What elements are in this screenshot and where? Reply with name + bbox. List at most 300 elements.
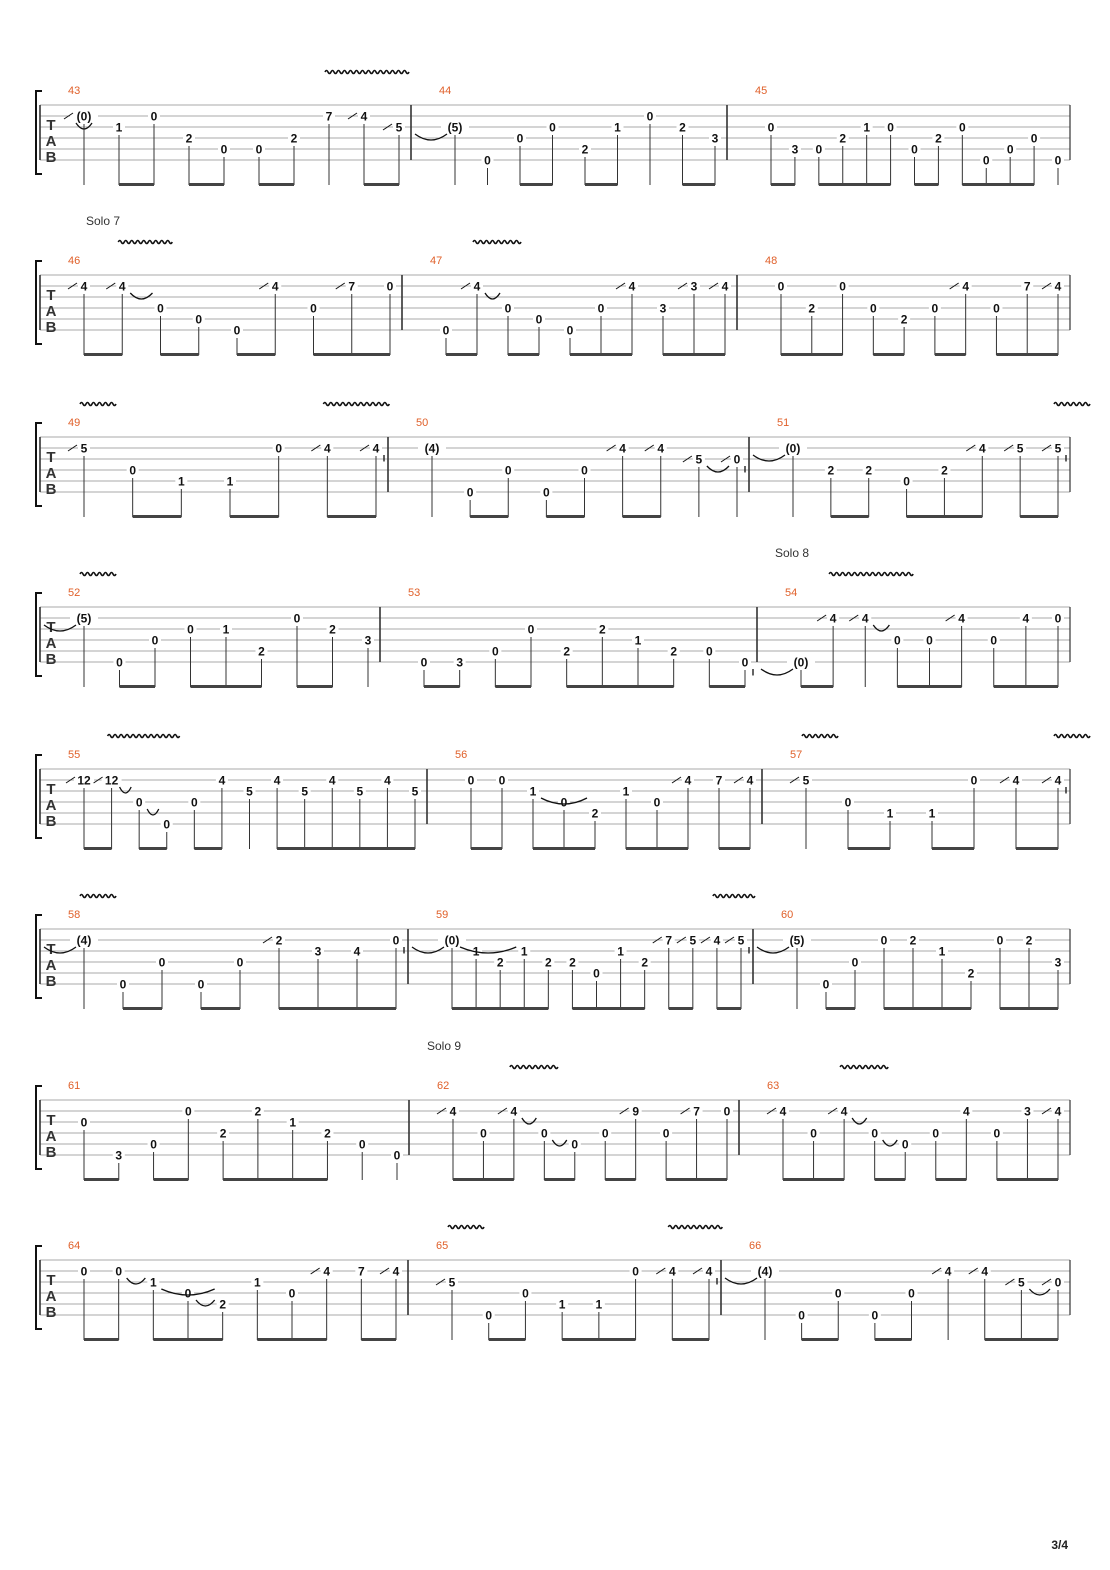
fret-number: (5) — [76, 611, 92, 626]
tie-arc — [753, 455, 785, 461]
beam — [361, 1338, 396, 1341]
fret-number: 4 — [628, 279, 636, 294]
fret-number: 4 — [1022, 611, 1030, 626]
beam — [605, 1178, 635, 1181]
fret-number: 3 — [711, 131, 719, 146]
fret-number: 0 — [894, 633, 901, 648]
fret-number: 2 — [808, 301, 816, 316]
beam — [802, 1338, 839, 1341]
fret-number: 4 — [944, 1264, 952, 1279]
beam — [672, 1338, 709, 1341]
fret-number: 4 — [384, 773, 391, 788]
fret-number: 0 — [990, 633, 998, 648]
fret-number: (4) — [757, 1264, 773, 1279]
fret-number: 7 — [665, 933, 673, 948]
vibrato-mark — [473, 241, 521, 244]
beam — [495, 685, 531, 688]
beam — [985, 1338, 1058, 1341]
fret-number: 9 — [632, 1104, 640, 1119]
tie-arc — [415, 134, 447, 140]
measure-number: 48 — [765, 255, 778, 267]
vibrato-mark — [448, 1226, 484, 1229]
fret-number: 7 — [693, 1104, 700, 1119]
fret-number: 1 — [634, 633, 642, 648]
fret-number: (0) — [76, 109, 92, 124]
fret-number: 4 — [829, 611, 837, 626]
beam — [666, 1178, 727, 1181]
tie-arc — [1029, 1289, 1050, 1295]
fret-number: 0 — [993, 1126, 1001, 1141]
fret-number: 0 — [393, 1148, 401, 1163]
fret-number: 2 — [185, 131, 193, 146]
beam — [508, 353, 539, 356]
beam — [297, 685, 333, 688]
fret-number: 0 — [593, 966, 600, 981]
fret-number: 5 — [301, 784, 309, 799]
tab-clef-b: B — [45, 1144, 57, 1161]
fret-number: 4 — [323, 1264, 331, 1279]
fret-number: 0 — [119, 977, 127, 992]
fret-number: 1 — [149, 1275, 157, 1290]
system-bracket — [36, 1086, 42, 1169]
measure-number: 45 — [755, 85, 768, 97]
fret-number: 0 — [150, 109, 158, 124]
fret-number: 2 — [563, 644, 571, 659]
fret-number: 4 — [353, 944, 361, 959]
page-number: 3/4 — [1051, 1538, 1068, 1552]
vibrato-mark — [510, 1066, 558, 1069]
fret-number: 0 — [184, 1286, 192, 1301]
beam — [570, 353, 632, 356]
fret-number: 4 — [962, 1104, 970, 1119]
fret-number: 4 — [392, 1264, 400, 1279]
fret-number: 0 — [135, 795, 143, 810]
vibrato-mark — [80, 573, 116, 576]
beam — [452, 1007, 548, 1010]
fret-number: 2 — [900, 312, 908, 327]
measure-number: 58 — [68, 909, 81, 921]
fret-number: 0 — [310, 301, 317, 316]
fret-number: 0 — [908, 1286, 915, 1301]
tab-clef-b: B — [45, 481, 57, 498]
measure-number: 52 — [68, 587, 81, 599]
system-bracket — [36, 755, 42, 838]
fret-number: 2 — [219, 1126, 227, 1141]
beam — [873, 353, 904, 356]
fret-number: 4 — [705, 1264, 713, 1279]
fret-number: 5 — [246, 784, 253, 799]
fret-number: 4 — [449, 1104, 457, 1119]
fret-number: 0 — [540, 1126, 548, 1141]
fret-number: 2 — [219, 1297, 227, 1312]
tie-arc — [852, 1118, 867, 1124]
fret-number: 0 — [632, 1264, 639, 1279]
fret-number: 0 — [504, 301, 512, 316]
fret-number: 4 — [958, 611, 965, 626]
beam — [562, 1338, 635, 1341]
tab-clef-t: T — [46, 449, 56, 466]
fret-number: 1 — [520, 944, 528, 959]
fret-number: 0 — [662, 1126, 670, 1141]
tie-arc — [147, 809, 159, 815]
fret-number: 0 — [798, 1308, 805, 1323]
fret-number: 0 — [887, 120, 894, 135]
beam — [84, 847, 112, 850]
fret-number: 2 — [839, 131, 847, 146]
fret-number: 2 — [591, 806, 599, 821]
fret-number: 3 — [1024, 1104, 1031, 1119]
beam — [567, 685, 674, 688]
fret-number: 0 — [982, 153, 990, 168]
fret-number: 0 — [195, 312, 203, 327]
beam — [230, 515, 279, 518]
fret-number: 0 — [932, 1126, 940, 1141]
fret-number: 4 — [962, 279, 970, 294]
fret-number: 3 — [456, 655, 464, 670]
beam — [139, 847, 167, 850]
fret-number: 0 — [466, 485, 474, 500]
fret-number: 1 — [622, 784, 630, 799]
fret-number: 0 — [157, 301, 164, 316]
beam — [996, 353, 1058, 356]
fret-number: 2 — [941, 463, 948, 478]
fret-number: 0 — [903, 474, 910, 489]
fret-number: 5 — [1016, 441, 1024, 456]
fret-number: 1 — [289, 1115, 297, 1130]
beam — [223, 1178, 327, 1181]
fret-number: 2 — [935, 131, 942, 146]
beam — [259, 183, 294, 186]
fret-number: 1 — [614, 120, 621, 135]
fret-number: 0 — [646, 109, 654, 124]
fret-number: 3 — [314, 944, 322, 959]
fret-number: 0 — [601, 1126, 609, 1141]
fret-number: 4 — [779, 1104, 787, 1119]
fret-number: 0 — [931, 301, 939, 316]
beam — [279, 1007, 396, 1010]
tie-arc — [707, 466, 729, 472]
beam — [819, 183, 891, 186]
vibrato-mark — [1054, 735, 1090, 738]
beam — [717, 1007, 741, 1010]
section-label: Solo 8 — [775, 546, 810, 560]
fret-number: 4 — [271, 279, 279, 294]
beam — [161, 353, 199, 356]
beam — [424, 685, 460, 688]
system-bracket — [36, 915, 42, 998]
measure-number: 63 — [767, 1080, 780, 1092]
fret-number: 5 — [1018, 1275, 1025, 1290]
measure-number: 50 — [416, 417, 429, 429]
beam — [875, 1178, 906, 1181]
tab-clef-b: B — [45, 973, 57, 990]
beam — [626, 847, 688, 850]
tab-clef-t: T — [46, 781, 56, 798]
beam — [201, 1007, 240, 1010]
fret-number: 0 — [597, 301, 605, 316]
vibrato-mark — [840, 1066, 888, 1069]
beam — [875, 1338, 912, 1341]
vibrato-mark — [325, 71, 409, 74]
tab-clef-b: B — [45, 149, 57, 166]
fret-number: 0 — [190, 795, 198, 810]
measure-number: 60 — [781, 909, 794, 921]
beam — [133, 515, 182, 518]
fret-number: 3 — [791, 142, 799, 157]
fret-number: 4 — [273, 773, 281, 788]
fret-number: 4 — [1054, 279, 1062, 294]
beam — [783, 1178, 844, 1181]
tie-arc — [522, 1118, 536, 1124]
tab-clef-b: B — [45, 651, 57, 668]
fret-number: 5 — [689, 933, 697, 948]
fret-number: 4 — [510, 1104, 518, 1119]
fret-number: 0 — [420, 655, 428, 670]
measure-number: 46 — [68, 255, 81, 267]
fret-number: 4 — [372, 441, 380, 456]
fret-number: 2 — [290, 131, 298, 146]
fret-number: 0 — [233, 323, 241, 338]
tab-clef-t: T — [46, 1112, 56, 1129]
fret-number: 0 — [288, 1286, 296, 1301]
fret-number: 0 — [851, 955, 859, 970]
fret-number: (5) — [447, 120, 463, 135]
fret-number: 0 — [733, 452, 741, 467]
fret-number: 2 — [827, 463, 835, 478]
beam — [119, 183, 154, 186]
tab-clef-t: T — [46, 117, 56, 134]
measure-number: 55 — [68, 749, 81, 761]
measure-number: 56 — [455, 749, 468, 761]
fret-number: 0 — [150, 1137, 157, 1152]
fret-number: 0 — [560, 795, 568, 810]
system-bracket — [36, 91, 42, 174]
fret-number: 4 — [840, 1104, 848, 1119]
fret-number: 0 — [158, 955, 166, 970]
fret-number: 0 — [516, 131, 524, 146]
fret-number: 2 — [329, 622, 336, 637]
fret-number: 4 — [323, 441, 331, 456]
fret-number: 4 — [657, 441, 665, 456]
fret-number: 0 — [504, 463, 512, 478]
fret-number: 5 — [356, 784, 364, 799]
fret-number: 7 — [325, 109, 333, 124]
tie-arc — [460, 947, 516, 953]
tab-clef-t: T — [46, 287, 56, 304]
fret-number: (0) — [785, 441, 801, 456]
fret-number: 0 — [926, 633, 933, 648]
measure-number: 64 — [68, 1240, 81, 1252]
tab-clef-a: A — [45, 957, 57, 974]
fret-number: 5 — [395, 120, 403, 135]
fret-number: 7 — [357, 1264, 365, 1279]
fret-number: 0 — [834, 1286, 842, 1301]
fret-number: (0) — [444, 933, 460, 948]
fret-number: 5 — [737, 933, 745, 948]
fret-number: 0 — [970, 773, 978, 788]
system-bracket — [36, 1246, 42, 1329]
beam — [663, 353, 725, 356]
beam — [123, 1007, 162, 1010]
fret-number: 5 — [448, 1275, 456, 1290]
fret-number: 2 — [865, 463, 873, 478]
beam — [1016, 847, 1058, 850]
fret-number: 0 — [386, 279, 394, 294]
fret-number: 3 — [364, 633, 372, 648]
tie-arc — [196, 1300, 215, 1306]
fret-number: 0 — [1054, 153, 1062, 168]
beam — [327, 515, 376, 518]
fret-number: 1 — [928, 806, 936, 821]
fret-number: 3 — [690, 279, 698, 294]
beam — [623, 515, 661, 518]
fret-number: 0 — [116, 655, 123, 670]
fret-number: 2 — [598, 622, 606, 637]
tab-clef-t: T — [46, 1272, 56, 1289]
tab-clef-a: A — [45, 1128, 57, 1145]
fret-number: 4 — [668, 1264, 676, 1279]
fret-number: 1 — [863, 120, 871, 135]
beam — [915, 183, 939, 186]
fret-number: 0 — [275, 441, 283, 456]
vibrato-mark — [80, 403, 116, 406]
fret-number: 0 — [255, 142, 263, 157]
vibrato-mark — [118, 241, 172, 244]
vibrato-mark — [80, 895, 116, 898]
fret-number: 0 — [767, 120, 775, 135]
measure-number: 57 — [790, 749, 803, 761]
beam — [1020, 515, 1058, 518]
beam — [520, 183, 553, 186]
beam — [364, 183, 399, 186]
fret-number: 1 — [938, 944, 946, 959]
fret-number: 2 — [679, 120, 686, 135]
fret-number: 7 — [1023, 279, 1031, 294]
fret-number: 0 — [880, 933, 888, 948]
beam — [84, 353, 122, 356]
fret-number: 0 — [1054, 1275, 1062, 1290]
fret-number: 1 — [529, 784, 537, 799]
measure-number: 53 — [408, 587, 421, 599]
fret-number: 7 — [715, 773, 723, 788]
measure-number: 62 — [437, 1080, 450, 1092]
beam — [801, 685, 833, 688]
fret-number: 4 — [1054, 1104, 1062, 1119]
fret-number: 4 — [619, 441, 626, 456]
tab-clef-a: A — [45, 797, 57, 814]
tie-arc — [883, 1140, 898, 1146]
measure-number: 59 — [436, 909, 449, 921]
fret-number: 0 — [151, 633, 159, 648]
tab-clef-a: A — [45, 133, 57, 150]
system-bracket — [36, 261, 42, 344]
fret-number: 0 — [197, 977, 205, 992]
beam — [533, 847, 595, 850]
tab-clef-b: B — [45, 319, 57, 336]
beam — [546, 515, 584, 518]
fret-number: 0 — [543, 485, 550, 500]
fret-number: (5) — [789, 933, 805, 948]
tie-arc — [725, 1278, 757, 1284]
fret-number: 0 — [741, 655, 749, 670]
fret-number: 0 — [871, 1308, 879, 1323]
fret-number: 0 — [958, 120, 966, 135]
beam — [257, 1338, 326, 1341]
fret-number: 0 — [535, 312, 543, 327]
fret-number: 1 — [177, 474, 185, 489]
fret-number: 0 — [480, 1126, 487, 1141]
vibrato-mark — [1054, 403, 1090, 406]
fret-number: 5 — [802, 773, 810, 788]
fret-number: 4 — [118, 279, 126, 294]
measure-number: 61 — [68, 1080, 81, 1092]
vibrato-mark — [668, 1226, 722, 1229]
fret-number: 4 — [684, 773, 692, 788]
fret-number: 0 — [581, 463, 588, 478]
beam — [907, 515, 983, 518]
beam — [277, 847, 415, 850]
fret-number: 1 — [558, 1297, 566, 1312]
tie-arc — [412, 947, 444, 953]
vibrato-mark — [802, 735, 838, 738]
beam — [669, 1007, 693, 1010]
fret-number: 0 — [723, 1104, 731, 1119]
fret-number: 0 — [705, 644, 713, 659]
fret-number: 4 — [1054, 773, 1062, 788]
beam — [153, 1338, 222, 1341]
tab-clef-b: B — [45, 813, 57, 830]
fret-number: 0 — [996, 933, 1004, 948]
fret-number: 2 — [581, 142, 589, 157]
beam — [572, 1007, 644, 1010]
fret-number: 0 — [911, 142, 918, 157]
fret-number: 1 — [472, 944, 480, 959]
measure-number: 44 — [439, 85, 452, 97]
fret-number: 0 — [822, 977, 830, 992]
fret-number: (4) — [424, 441, 440, 456]
fret-number: 0 — [236, 955, 244, 970]
fret-number: 5 — [80, 441, 88, 456]
tab-clef-a: A — [45, 465, 57, 482]
fret-number: 4 — [80, 279, 88, 294]
beam — [84, 1178, 119, 1181]
tab-clef-b: B — [45, 1304, 57, 1321]
tie-arc — [127, 1278, 146, 1284]
fret-number: 0 — [184, 1104, 192, 1119]
fret-number: 0 — [129, 463, 137, 478]
fret-number: 4 — [328, 773, 336, 788]
fret-number: (0) — [793, 655, 809, 670]
fret-number: 0 — [485, 1308, 493, 1323]
section-label: Solo 7 — [86, 214, 121, 228]
fret-number: 0 — [358, 1137, 366, 1152]
fret-number: 0 — [80, 1264, 88, 1279]
fret-number: 2 — [670, 644, 678, 659]
beam — [719, 847, 750, 850]
fret-number: 12 — [104, 773, 119, 788]
fret-number: 0 — [220, 142, 228, 157]
measure-number: 43 — [68, 85, 81, 97]
beam — [189, 183, 224, 186]
fret-number: 2 — [641, 955, 649, 970]
fret-number: 0 — [844, 795, 852, 810]
fret-number: 0 — [392, 933, 400, 948]
beam — [1000, 1007, 1058, 1010]
vibrato-mark — [829, 573, 913, 576]
tab-clef-a: A — [45, 1288, 57, 1305]
fret-number: 5 — [695, 452, 703, 467]
fret-number: 0 — [163, 817, 171, 832]
